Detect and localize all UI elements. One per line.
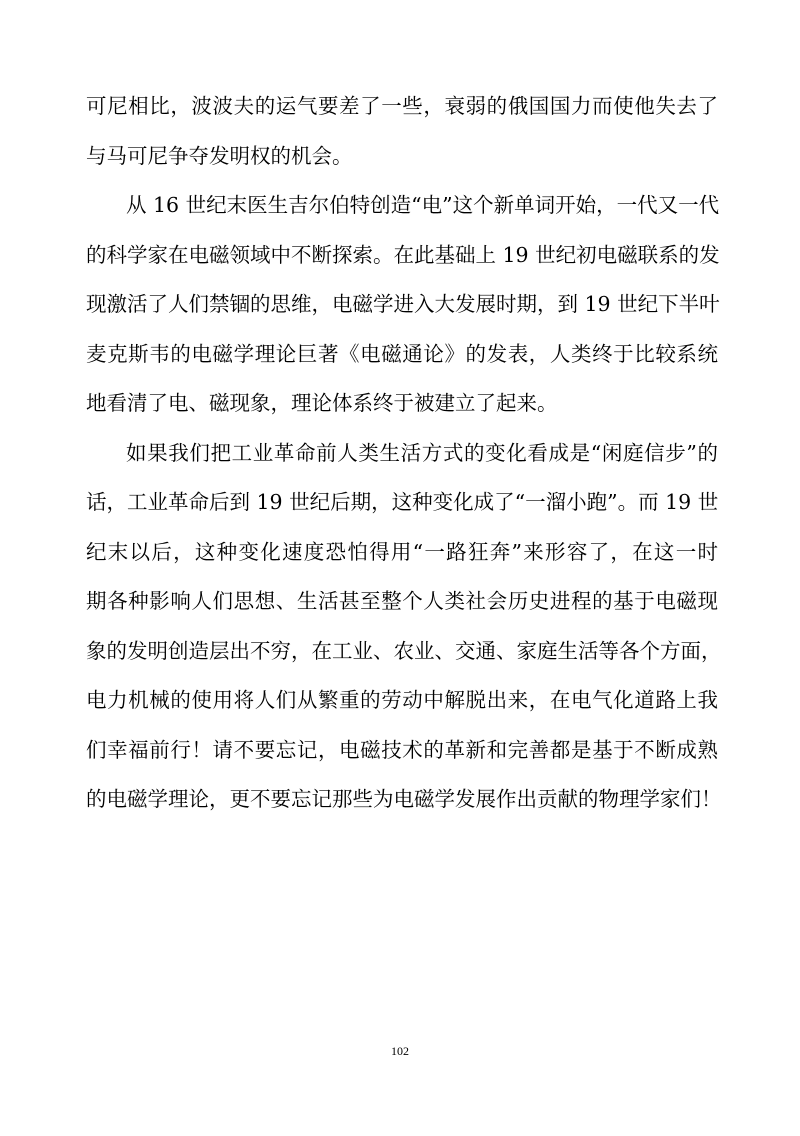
text-line-14: 们幸福前行！请不要忘记，电磁技术的革新和完善都是基于不断成熟 [86, 737, 718, 762]
text-line-2: 与马可尼争夺发明权的机会。 [86, 143, 353, 168]
page-number: 102 [391, 1044, 409, 1058]
text-line-11: 期各种影响人们思想、生活甚至整个人类社会历史进程的基于电磁现 [86, 589, 718, 613]
text-line-5: 现激活了人们禁锢的思维，电磁学进入大发展时期，到 19 世纪下半叶 [86, 292, 720, 316]
text-line-9: 话，工业革命后到 19 世纪后期，这种变化成了“一溜小跑”。而 19 世 [86, 490, 719, 514]
text-line-13: 电力机械的使用将人们从繁重的劳动中解脱出来，在电气化道路上我 [86, 688, 718, 712]
text-line-7: 地看清了电、磁现象，理论体系终于被建立了起来。 [86, 391, 558, 415]
text-line-15: 的电磁学理论，更不要忘记那些为电磁学发展作出贡献的物理学家们！ [86, 787, 722, 811]
text-line-10: 纪末以后，这种变化速度恐怕得用“一路狂奔”来形容了，在这一时 [86, 539, 718, 564]
text-line-1: 可尼相比，波波夫的运气要差了一些，衰弱的俄国国力而使他失去了 [86, 94, 718, 118]
text-line-3: 从 16 世纪末医生吉尔伯特创造“电”这个新单词开始，一代又一代 [126, 193, 720, 217]
body-text [86, 82, 722, 825]
text-line-6: 麦克斯韦的电磁学理论巨著《电磁通论》的发表，人类终于比较系统 [86, 341, 718, 366]
text-line-12: 象的发明创造层出不穷，在工业、农业、交通、家庭生活等各个方面， [86, 638, 722, 663]
text-line-8: 如果我们把工业革命前人类生活方式的变化看成是“闲庭信步”的 [126, 440, 718, 465]
text-line-4: 的科学家在电磁领域中不断探索。在此基础上 19 世纪初电磁联系的发 [86, 242, 720, 267]
